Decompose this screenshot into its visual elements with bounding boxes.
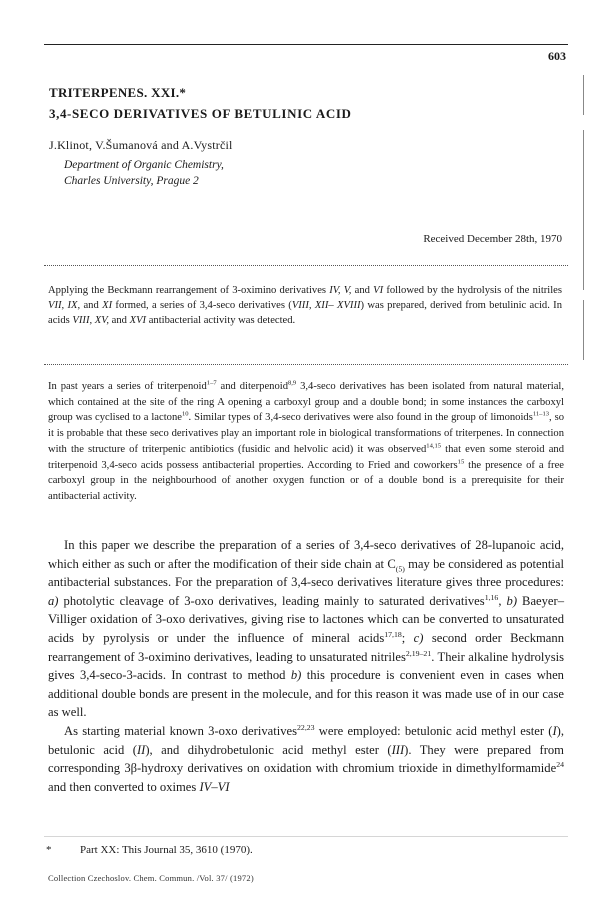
affiliation-department: Department of Organic Chemistry, — [64, 159, 224, 171]
main-text — [48, 536, 564, 796]
body-paragraph: In this paper we describe the preparation of a series of 3,4-seco derivatives of 28-lupanoic acid, which either as such or after the modification of their side chain at $C_{(5)}$ may be considered as potential antibacterial substances. For the preparation of 3,4-seco derivatives literature gives three procedures: a) photolytic cleavage of 3-oxo derivatives, leading mainly to saturated derivatives$^{1,16}$, b) Baeyer–Villiger oxidation of 3-oxo derivatives, giving rise to lactones which can be converted to unsaturated acids by pyrolysis or under the influence of mineral acids$^{17,18}$; c) second order Beckmann rearrangement of 3-oximino derivatives, leading to unsaturated nitriles$^{2,19-21}$. Their alkaline hydrolysis gives 3,4-seco-3-acids. In contrast to method b) this procedure is convenient even in cases when additional double bonds are present in the molecule, and for this reason it was made use of in our case as well. — [48, 538, 565, 720]
authors: J.Klinot, V.Šumanová and A.Vystrčil — [49, 138, 233, 152]
body-paragraph: As starting material known 3-oxo derivatives$^{22,23}$ were employed: betulonic acid methyl ester (I), betulonic acid (II), and dihydrobetulonic acid methyl ester (III). They were prepared from corresponding 3β-hydroxy derivatives on oxidation with chromium trioxide in dimethylformamide$^{24}$ and then converted to oximes IV–VI — [48, 722, 565, 794]
received-date: Received December 28th, 1970 — [423, 233, 562, 245]
top-rule — [44, 44, 568, 45]
footnote — [46, 844, 253, 856]
page-number: 603 — [548, 49, 566, 63]
abstract: Applying the Beckmann rearrangement of 3-oximino derivatives IV, V, and VI followed by the hydrolysis of the nitriles VII, IX, and XI formed, a series of 3,4-seco derivatives (VIII, XII– XVIII) was prepared, derived from betulinic acid. In acids VIII, XV, and XVI antibacterial activity was detected. — [48, 285, 563, 327]
footnote-rule — [44, 836, 568, 837]
article-series-title: TRITERPENES. XXI.* — [49, 85, 187, 100]
introduction-paragraph: In past years a series of triterpenoid$^{1-7}$ and diterpenoid$^{8,9}$ 3,4-seco derivatives has been isolated from natural material, which contained at the site of the ring A opening a carboxyl group and a double bond; in some instances the carboxyl group was cyclised to a lactone$^{10}$. Similar types of 3,4-seco derivatives were also found in the group of limonoids$^{11-13}$, so it is probable that these seco derivatives play an important role in biological transformations of triterpenes. In connection with the structure of triterpenic antibiotics (fusidic and helvolic acid) it was observed$^{14,15}$ that even some steroid and triterpenoid 3,4-seco acids possess antibacterial properties. According to Fried and coworkers$^{15}$ the presence of a free carboxyl group in the neighbourhood of another oxygen function or of a double bond is a prerequisite for their antibacterial activity. — [48, 379, 564, 502]
footnote-text: Part XX: This Journal 35, 3610 (1970). — [80, 844, 253, 856]
journal-citation: Collection Czechoslov. Chem. Commun. /Vol. 37/ (1972) — [48, 873, 254, 883]
abstract-bottom-rule — [44, 364, 568, 365]
scan-margin-line — [583, 300, 584, 360]
abstract-top-rule — [44, 265, 568, 266]
article-title: 3,4-SECO DERIVATIVES OF BETULINIC ACID — [49, 106, 352, 121]
affiliation-university: Charles University, Prague 2 — [64, 175, 199, 187]
footnote-marker: * — [46, 844, 52, 856]
scan-margin-line — [583, 75, 584, 115]
scan-margin-line — [583, 130, 584, 290]
